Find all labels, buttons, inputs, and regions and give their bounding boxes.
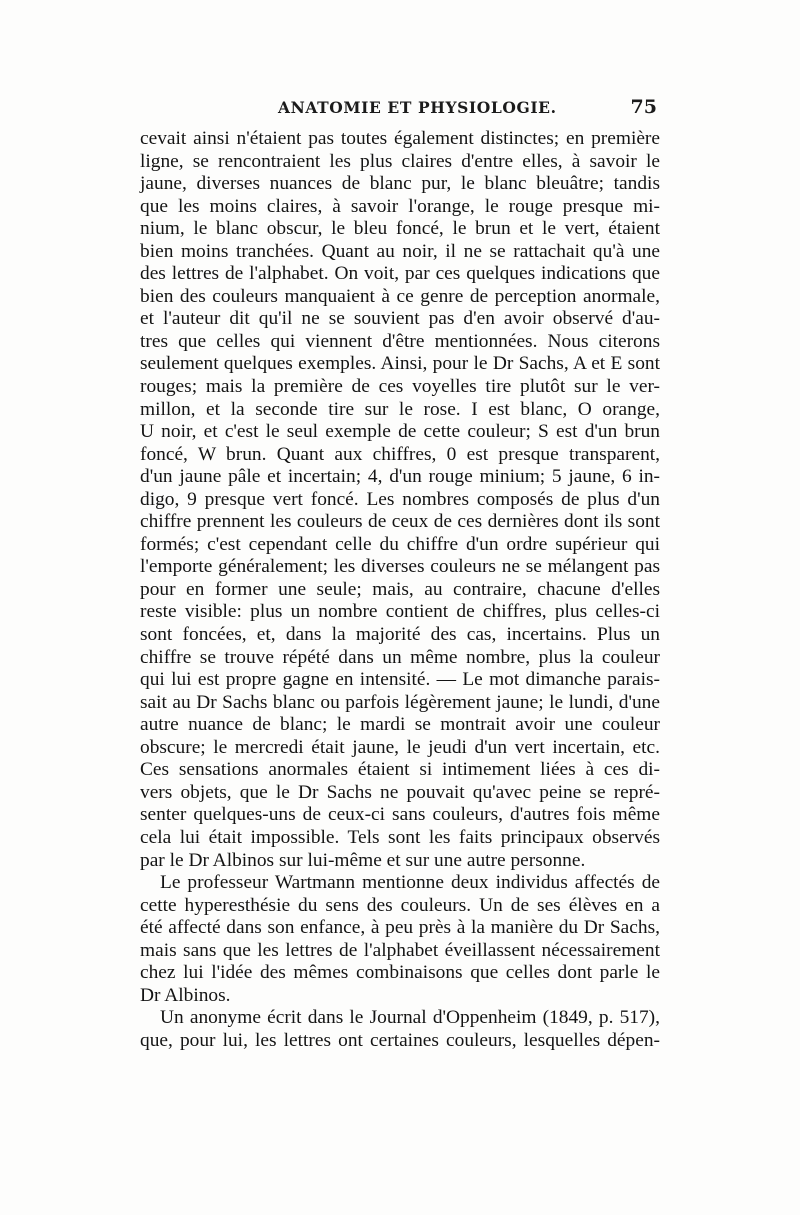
text-line: rouges; mais la première de ces voyelles tire plutôt sur le ver- [140, 376, 660, 398]
text-line: reste visible: plus un nombre contient de chiffres, plus celles-ci [140, 601, 660, 623]
text-line: vers objets, que le Dr Sachs ne pouvait qu'avec peine se repré- [140, 781, 660, 803]
text-line: obscure; le mercredi était jaune, le jeudi d'un vert incertain, etc. [140, 736, 660, 758]
text-line: chiffre prennent les couleurs de ceux de ces dernières dont ils sont [140, 511, 660, 533]
text-line: millon, et la seconde tire sur le rose. I est blanc, O orange, [140, 398, 660, 420]
text-line: cevait ainsi n'étaient pas toutes également distinctes; en première [140, 128, 660, 149]
paragraph-end-line: Dr Albinos. [140, 984, 231, 1006]
text-line: bien moins tranchées. Quant au noir, il ne se rattachait qu'à une [140, 240, 660, 262]
text-line: que, pour lui, les lettres ont certaines couleurs, lesquelles dépen- [140, 1029, 660, 1051]
text-line: cette hyperesthésie du sens des couleurs. Un de ses élèves en a [140, 894, 660, 916]
text-line: que les moins claires, à savoir l'orange, le rouge presque mi- [140, 195, 660, 217]
text-line: bien des couleurs manquaient à ce genre de perception anormale, [140, 285, 660, 307]
text-line: des lettres de l'alphabet. On voit, par ces quelques indications que [140, 263, 660, 285]
paragraph-start-line: Le professeur Wartmann mentionne deux individus affectés de [160, 872, 660, 894]
paragraph-start-line: Un anonyme écrit dans le Journal d'Oppenheim (1849, p. 517), [160, 1007, 660, 1029]
text-line: foncé, W brun. Quant aux chiffres, 0 est presque transparent, [140, 443, 660, 465]
text-line: autre nuance de blanc; le mardi se montrait avoir une couleur [140, 714, 660, 736]
text-line: cela lui était impossible. Tels sont les faits principaux observés [140, 826, 660, 848]
text-line: digo, 9 presque vert foncé. Les nombres composés de plus d'un [140, 488, 660, 510]
text-line: seulement quelques exemples. Ainsi, pour le Dr Sachs, A et E sont [140, 353, 660, 375]
page-number: 75 [630, 96, 657, 118]
body-text [140, 128, 660, 1052]
text-line: l'emporte généralement; les diverses couleurs ne se mélangent pas [140, 556, 660, 578]
text-line: chiffre se trouve répété dans un même nombre, plus la couleur [140, 646, 660, 668]
text-line: Ces sensations anormales étaient si intimement liées à ces di- [140, 759, 660, 781]
text-line: mais sans que les lettres de l'alphabet éveillassent nécessairement [140, 939, 660, 961]
text-line: sait au Dr Sachs blanc ou parfois légèrement jaune; le lundi, d'une [140, 691, 660, 713]
text-line: U noir, et c'est le seul exemple de cette couleur; S est d'un brun [140, 421, 660, 443]
text-line: jaune, diverses nuances de blanc pur, le blanc bleuâtre; tandis [140, 173, 660, 195]
text-line: ligne, se rencontraient les plus claires d'entre elles, à savoir le [140, 150, 660, 172]
text-line: senter quelques-uns de ceux-ci sans couleurs, d'autres fois même [140, 804, 660, 826]
text-line: chez lui l'idée des mêmes combinaisons que celles dont parle le [140, 962, 660, 984]
text-line: qui lui est propre gagne en intensité. — Le mot dimanche parais- [140, 669, 660, 691]
text-line: été affecté dans son enfance, à peu près à la manière du Dr Sachs, [140, 917, 660, 939]
text-line: pour en former une seule; mais, au contraire, chacune d'elles [140, 578, 660, 600]
text-line: tres que celles qui viennent d'être mentionnées. Nous citerons [140, 330, 660, 352]
paragraph-end-line: par le Dr Albinos sur lui-même et sur une autre personne. [140, 849, 586, 871]
text-line: sont foncées, et, dans la majorité des cas, incertains. Plus un [140, 624, 660, 646]
text-line: et l'auteur dit qu'il ne se souvient pas d'en avoir observé d'au- [140, 308, 660, 330]
running-title: ANATOMIE ET PHYSIOLOGIE. [278, 98, 557, 117]
text-line: nium, le blanc obscur, le bleu foncé, le brun et le vert, étaient [140, 218, 660, 240]
text-line: formés; c'est cependant celle du chiffre d'un ordre supérieur qui [140, 533, 660, 555]
text-line: d'un jaune pâle et incertain; 4, d'un rouge minium; 5 jaune, 6 in- [140, 466, 660, 488]
page-header [140, 96, 660, 126]
